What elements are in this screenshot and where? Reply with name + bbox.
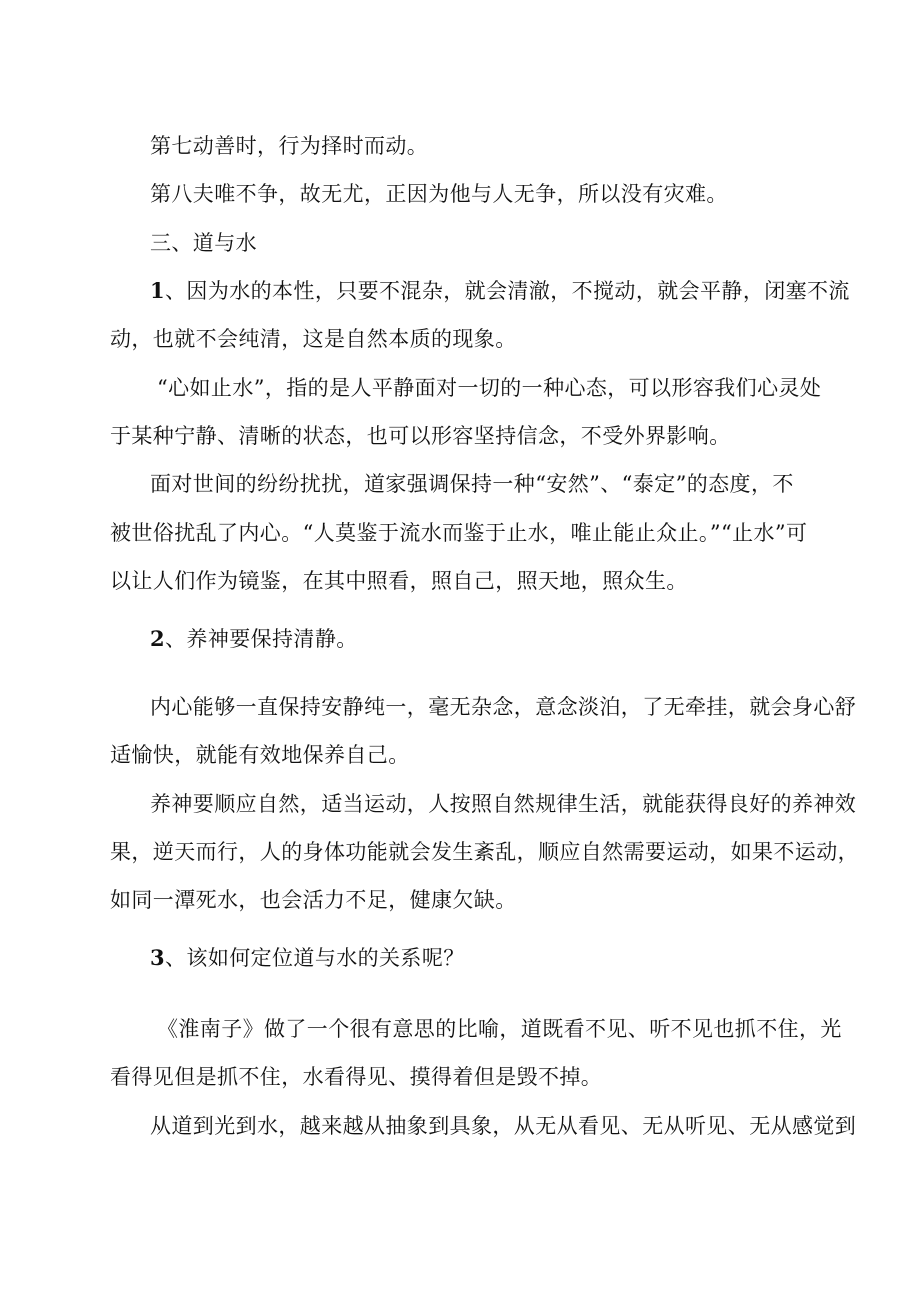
line-text: 、因为水的本性，只要不混杂，就会清澈，不搅动，就会平静，闭塞不流 [165, 279, 850, 303]
item-number: 3 [150, 945, 166, 970]
paragraph-line [150, 692, 870, 722]
paragraph-line [110, 1062, 830, 1092]
line-text: 如同一潭死水，也会活力不足，健康欠缺。 [110, 888, 517, 912]
paragraph-line [110, 566, 830, 596]
paragraph-line [110, 421, 830, 451]
section-heading [150, 228, 870, 258]
line-text: 看得见但是抓不住，水看得见、摸得着但是毁不掉。 [110, 1065, 603, 1089]
paragraph-line [110, 740, 830, 770]
line-text: 适愉快，就能有效地保养自己。 [110, 743, 410, 767]
item-number: 1 [150, 278, 166, 303]
paragraph-line [110, 885, 830, 915]
paragraph-line [157, 373, 877, 403]
paragraph-line [150, 1111, 870, 1141]
line-text: 以让人们作为镜鉴，在其中照看，照自己，照天地，照众生。 [110, 569, 688, 593]
line-text: 果，逆天而行，人的身体功能就会发生紊乱，顺应自然需要运动，如果不运动， [110, 840, 859, 864]
line-text: 第七动善时，行为择时而动。 [150, 134, 429, 158]
line-text: “心如止水”，指的是人平静面对一切的一种心态，可以形容我们心灵处 [157, 376, 822, 400]
line-text: 面对世间的纷纷扰扰，道家强调保持一种“安然”、“泰定”的态度，不 [150, 472, 794, 496]
line-text: 第八夫唯不争，故无尤，正因为他与人无争，所以没有灾难。 [150, 182, 728, 206]
line-text: 从道到光到水，越来越从抽象到具象，从无从看见、无从听见、无从感觉到 [150, 1114, 857, 1138]
paragraph-line [150, 131, 870, 161]
line-text: 养神要顺应自然，适当运动，人按照自然规律生活，就能获得良好的养神效 [150, 792, 857, 816]
paragraph-line [150, 179, 870, 209]
paragraph-line [110, 324, 830, 354]
line-text: 动，也就不会纯清，这是自然本质的现象。 [110, 327, 517, 351]
line-text: 、该如何定位道与水的关系呢？ [165, 946, 465, 970]
line-text: 《淮南子》做了一个很有意思的比喻，道既看不见、听不见也抓不住，光 [157, 1017, 842, 1041]
paragraph-line [150, 789, 870, 819]
line-text: 内心能够一直保持安静纯一，毫无杂念，意念淡泊，了无牵挂，就会身心舒 [150, 695, 857, 719]
line-text: 被世俗扰乱了内心。“人莫鉴于流水而鉴于止水，唯止能止众止。”“止水”可 [110, 521, 808, 545]
item-number: 2 [150, 626, 166, 651]
line-text: 于某种宁静、清晰的状态，也可以形容坚持信念，不受外界影响。 [110, 424, 731, 448]
paragraph-line [110, 518, 830, 548]
paragraph-line [157, 1014, 877, 1044]
paragraph-line [150, 469, 870, 499]
paragraph-line [110, 837, 859, 867]
paragraph-line [150, 943, 870, 973]
heading-text: 三、道与水 [150, 231, 257, 255]
paragraph-line [150, 624, 870, 654]
paragraph-line [150, 276, 870, 306]
line-text: 、养神要保持清静。 [165, 627, 358, 651]
